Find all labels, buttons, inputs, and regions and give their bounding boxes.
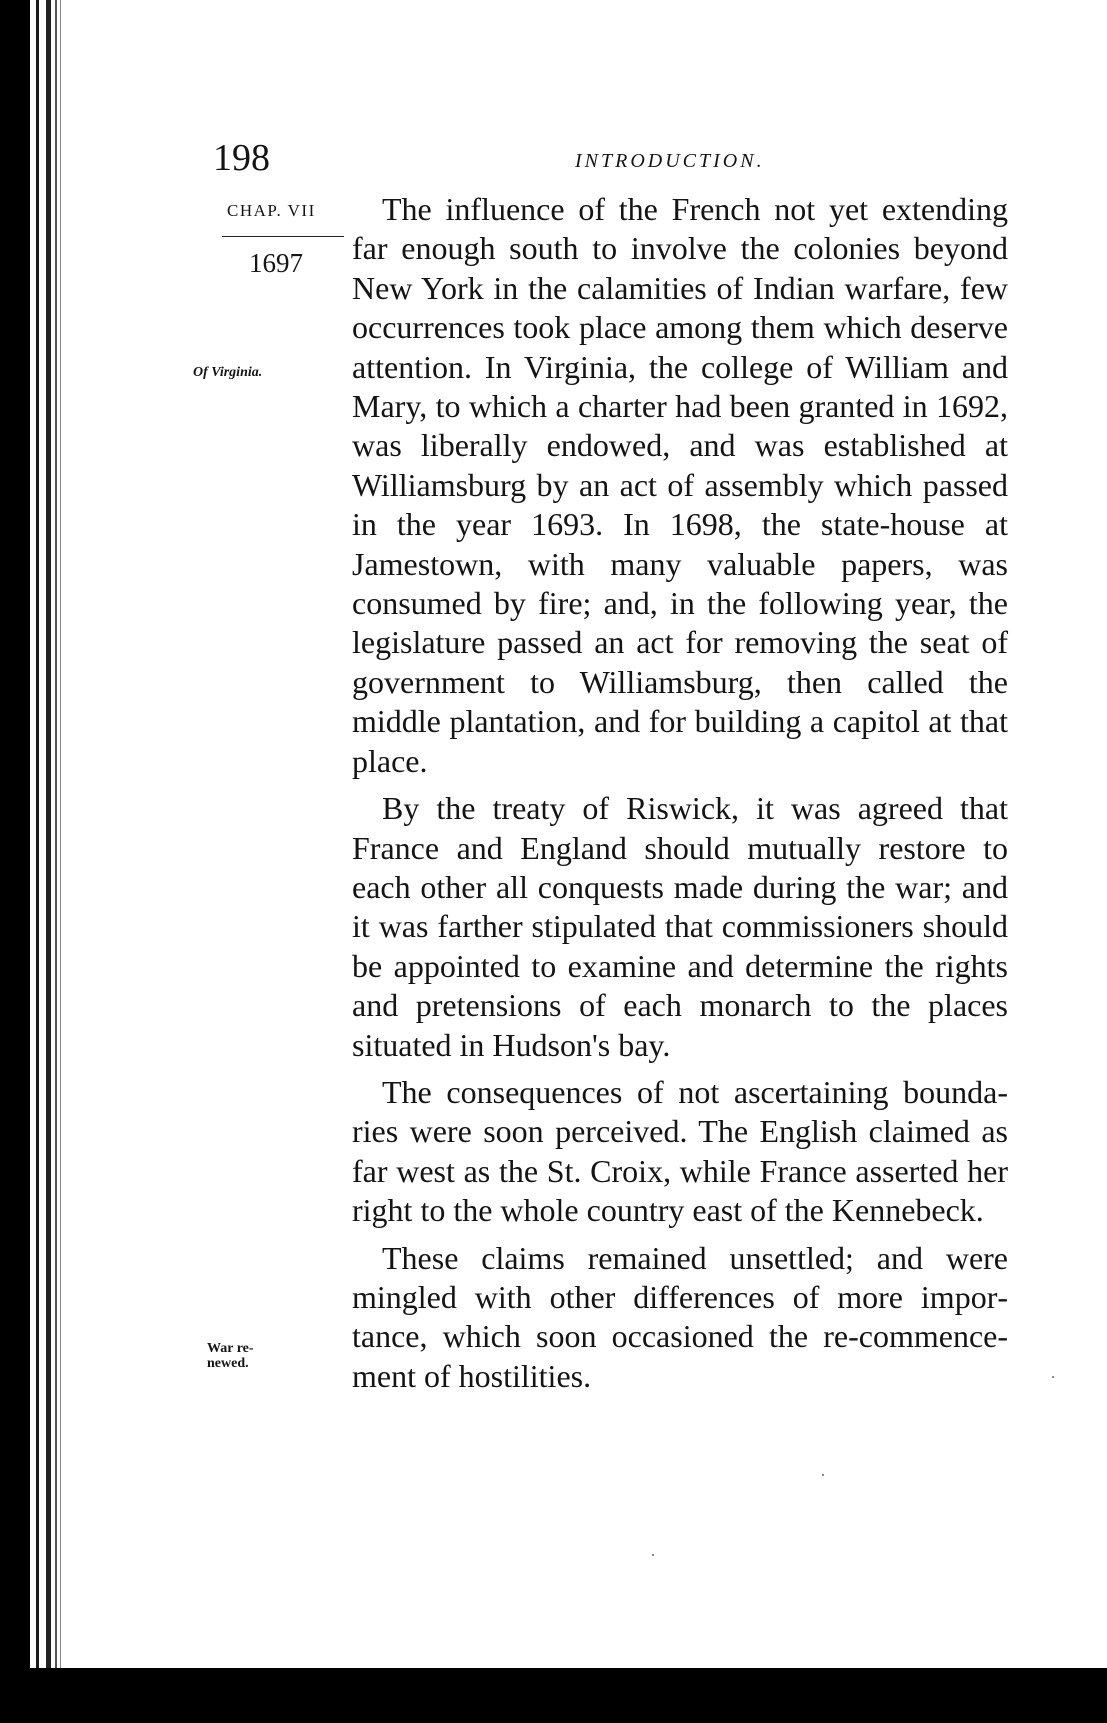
binding-rule [46, 0, 51, 1723]
binding-edge [0, 0, 30, 1723]
binding-rule [60, 0, 61, 1723]
page-number: 198 [213, 137, 270, 179]
paragraph: The influence of the French not yet extending far enough south to involve the colonies beyond New York in the calamities of Indian warfare, few occurrences took place among them which deserve attention. In Virginia, the college of William and Mary, to which a charter had been granted in 1692, was liberally endowed, and was established at Williamsburg by an act of assembly which passed in the year 1693. In 1698, the state-house at Jamestown, with many valuable papers, was consumed by fire; and, in the following year, the legislature passed an act for removing the seat of government to Williamsburg, then called the middle plantation, and for building a capitol at that place. [352, 191, 1008, 779]
side-note-war-renewed: War re-newed. [207, 1341, 254, 1371]
paragraph: The consequences of not ascertaining boundaries were soon perceived. The English claimed as far west as the St. Croix, while France asserted her right to the whole country east of the Kennebeck. [352, 1073, 1008, 1229]
binding-rule [36, 0, 39, 1723]
running-head: INTRODUCTION. [575, 150, 765, 172]
side-note-virginia: Of Virginia. [193, 365, 263, 380]
scan-speck [822, 1474, 824, 1476]
margin-year: 1697 [249, 248, 303, 278]
scan-speck [652, 1554, 654, 1556]
paragraph: By the treaty of Riswick, it was agreed that France and England should mutually restore to each other all conquests made during the war; and it was farther stipulated that commissioners should be appointed to examine and determine the rights and pretensions of each monarch to the places situated in Hudson's bay. [352, 790, 1008, 1063]
binding-rule [55, 0, 57, 1723]
margin-rule [222, 236, 344, 237]
body-text [352, 190, 1008, 1404]
paragraph: These claims remained unsettled; and were mingled with other differences of more importance, which soon occasioned the re-commencement of hostilities. [352, 1239, 1008, 1394]
chapter-label: CHAP. VII [227, 201, 316, 220]
scan-speck [1052, 1376, 1054, 1378]
scan-bottom-edge [0, 1668, 1107, 1723]
